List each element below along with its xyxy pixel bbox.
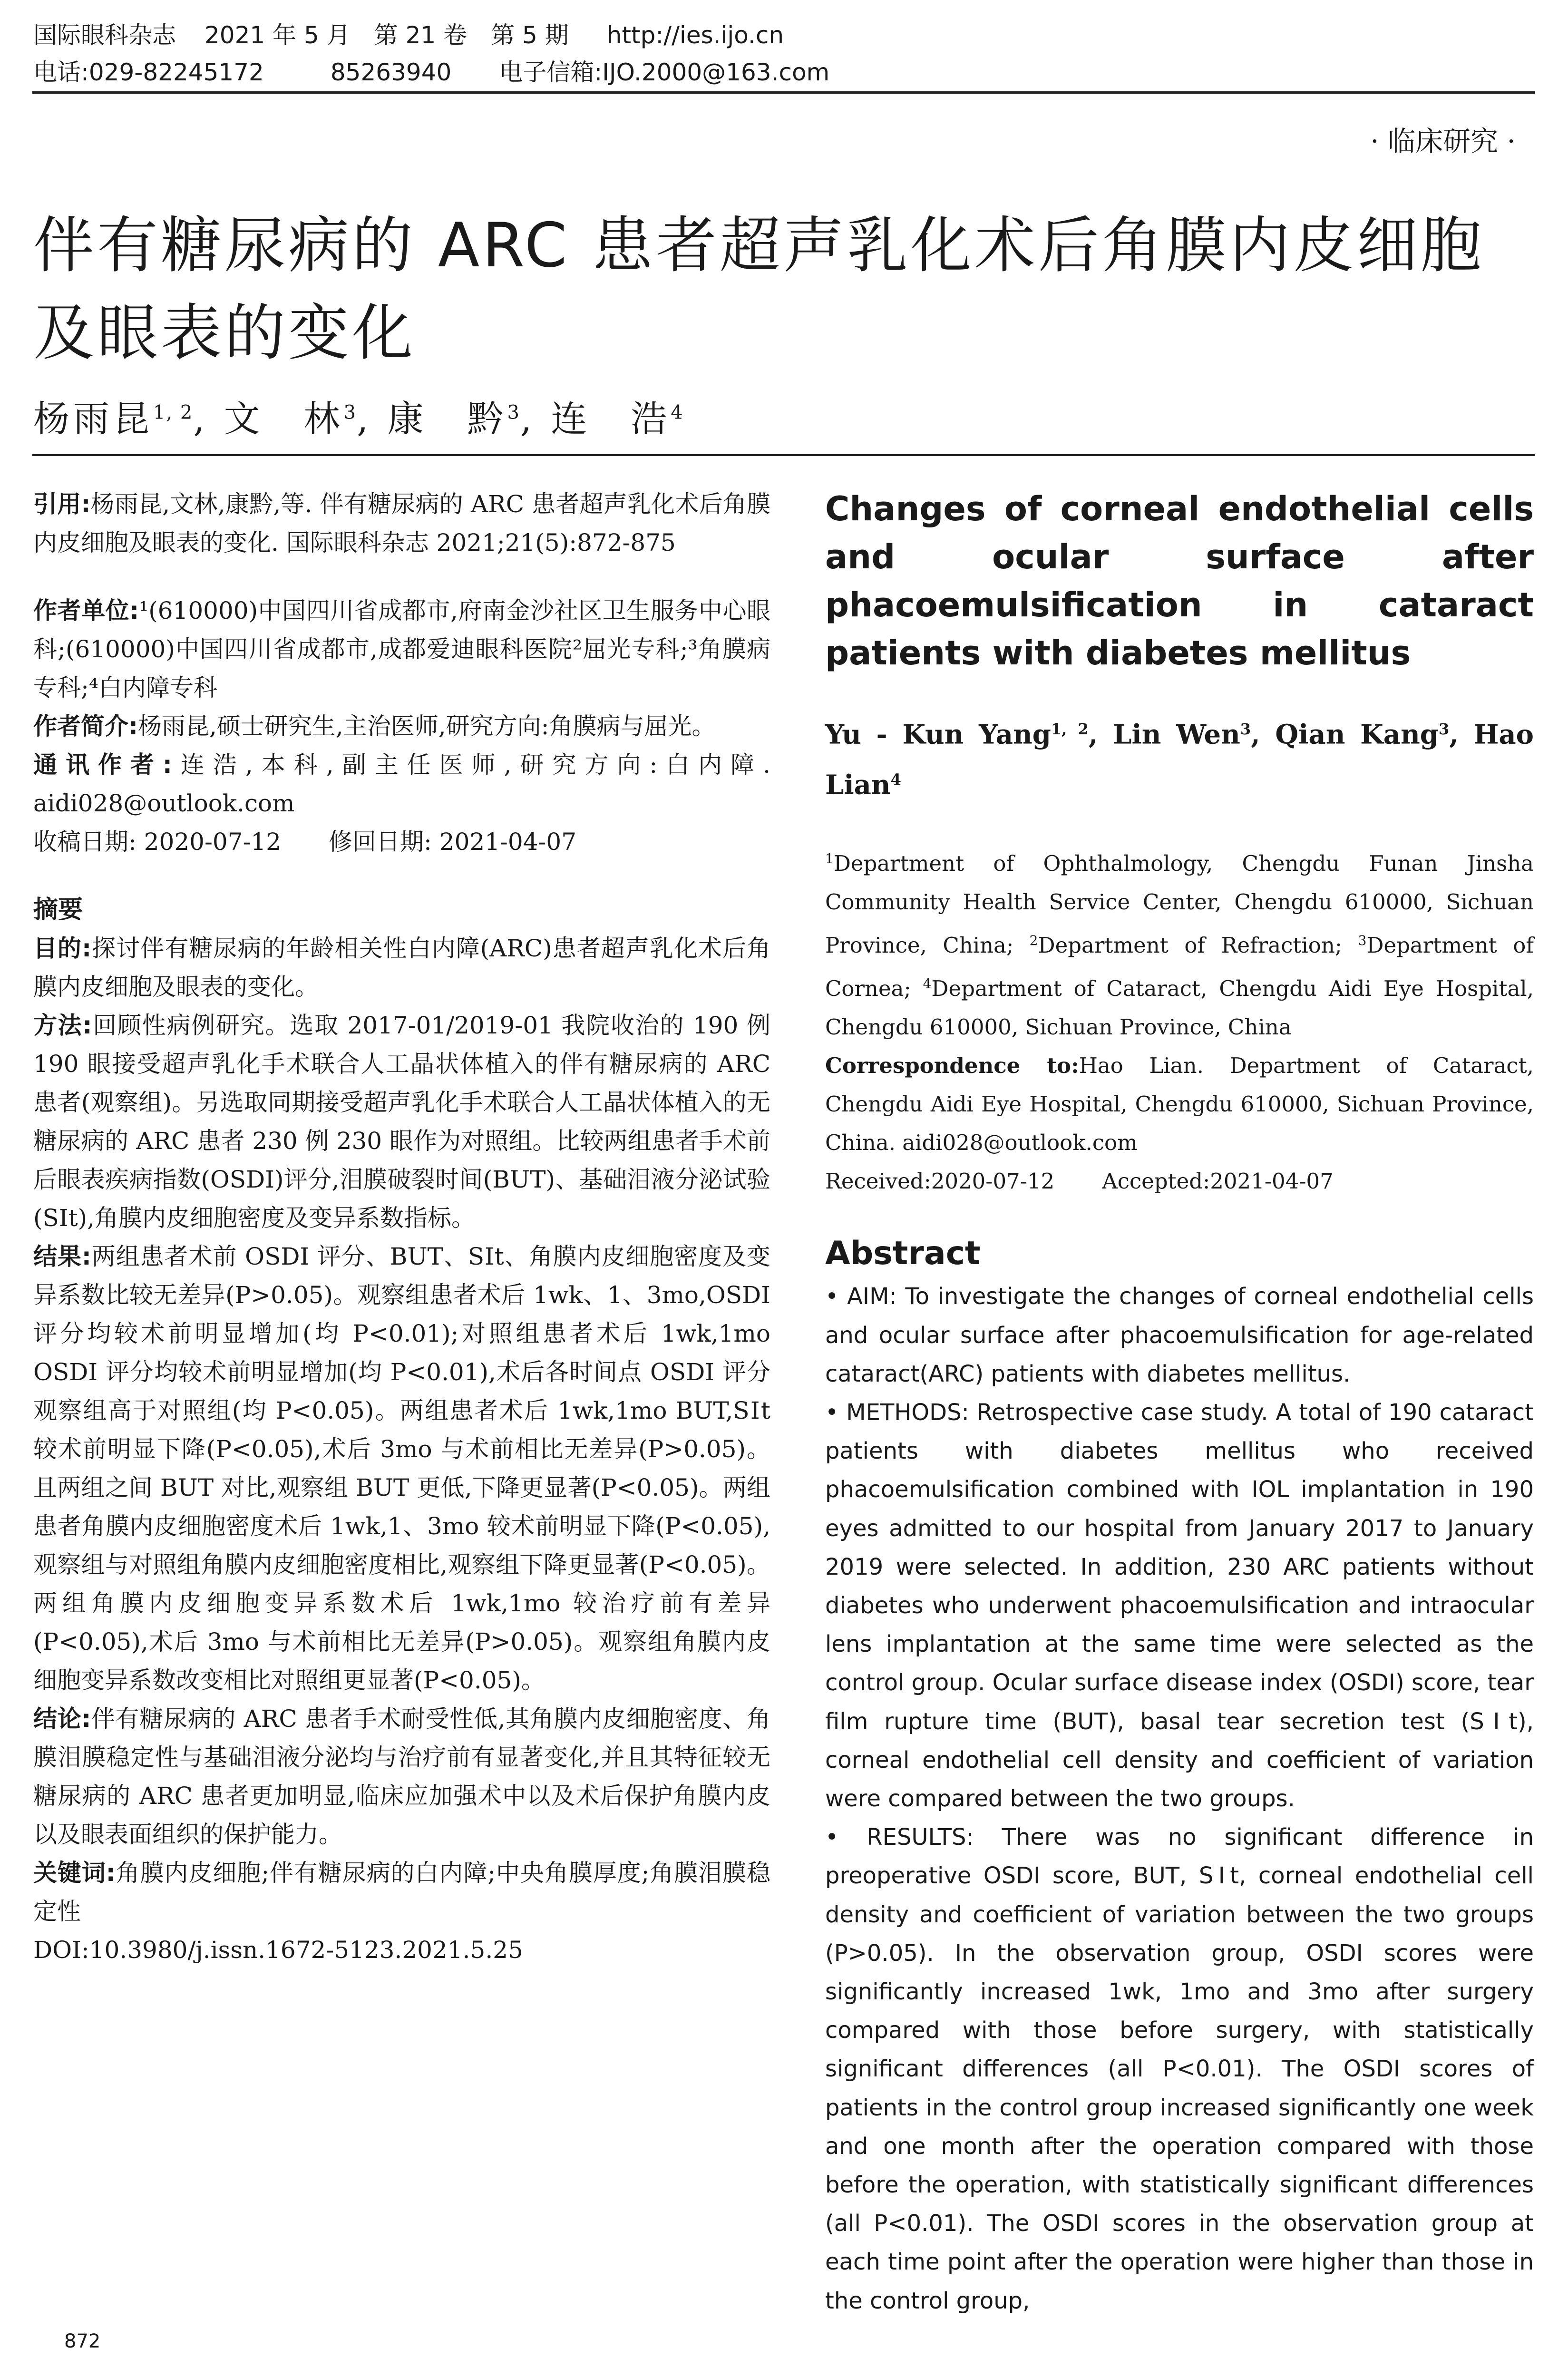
phone-number-1: 029-82245172 [88,58,264,86]
affiliation-3: Department of Cornea; [825,933,1534,1002]
page-number: 872 [64,2330,101,2352]
conclusion-label: 结论: [33,1705,91,1733]
results-label: 结果: [33,1243,91,1270]
results-text: 两组患者术前 OSDI 评分、BUT、SⅠt、角膜内皮细胞密度及变异系数比较无差异(P>0.05)。观察组患者术后 1wk、1、3mo,OSDI 评分均较术前明显增加(均 P<0.01);对照组患者术后 1wk,1mo OSDI 评分均较术前明显增加(均 P<0.01),术后各时间点 OSDI 评分观察组高于对照组(均 P<0.05)。两组患者术后 1wk,1mo BUT,SⅠt 较术前明显下降(P<0.05),术后 3mo 与术前相比无差异(P>0.05)。且两组之间 BUT 对比,观察组 BUT 更低,下降更显著(P<0.05)。两组患者角膜内皮细胞密度术后 1wk,1、3mo 较术前明显下降(P<0.05),观察组与对照组角膜内皮细胞密度相比,观察组下降更显著(P<0.05)。两组角膜内皮细胞变异系数术后 1wk,1mo 较治疗前有差异(P<0.05),术后 3mo 与术前相比无差异(P>0.05)。观察组角膜内皮细胞变异系数改变相比对照组更显著(P<0.05)。 [33,1243,770,1694]
author-affil-sup: 4 [671,401,684,424]
abstract-heading-cn: 摘要 [33,896,83,924]
author-affil-sup: 3 [1438,720,1450,738]
issue-info: 2021 年 5 月 第 21 卷 第 5 期 [205,21,569,49]
methods-label-en: • METHODS: [825,1399,969,1426]
journal-header-line2 [33,57,829,88]
right-column [825,485,1534,2320]
affiliation-4: Department of Cataract, Chengdu Aidi Eye Hospital, Chengdu 610000, Sichuan Province, China [825,976,1534,1040]
bio-label: 作者简介: [33,712,138,740]
dates-en [825,1162,1534,1200]
conclusion-text: 伴有糖尿病的 ARC 患者手术耐受性低,其角膜内皮细胞密度、角膜泪膜稳定性与基础泪液分泌均与治疗前有显著变化,并且其特征较无糖尿病的 ARC 患者更加明显,临床应加强术中以及术后保护角膜内皮以及眼表面组织的保护能力。 [33,1705,770,1848]
methods-label: 方法: [33,1012,92,1039]
abstract-methods-en [825,1393,1534,1818]
corr-text: 连浩,本科,副主任医师,研究方向:白内障. aidi028@outlook.com [33,751,771,817]
citation-text: 杨雨昆,文林,康黔,等. 伴有糖尿病的 ARC 患者超声乳化术后角膜内皮细胞及眼表的变化. 国际眼科杂志 2021;21(5):872-875 [33,490,771,556]
abstract-aim-en [825,1277,1534,1393]
received-date: Received:2020-07-12 [825,1169,1055,1194]
corr-label: 通讯作者: [33,751,172,779]
aim-label-en: • AIM: [825,1283,897,1310]
author-name: 连 浩 [551,398,671,440]
author-name: 康 黔 [387,398,507,440]
abstract-conclusion-cn [33,1700,770,1854]
aim-text: 探讨伴有糖尿病的年龄相关性白内障(ARC)患者超声乳化术后角膜内皮细胞及眼表的变化。 [33,935,771,1001]
author-affil-sup: 3 [1240,720,1251,738]
author-name-en: Yu - Kun Yang [825,719,1051,750]
article-title-cn: 伴有糖尿病的 ARC 患者超声乳化术后角膜内皮细胞及眼表的变化 [33,210,1484,369]
header-rule [32,91,1535,94]
keywords-text: 角膜内皮细胞;伴有糖尿病的白内障;中央角膜厚度;角膜泪膜稳定性 [33,1859,770,1925]
journal-name: 国际眼科杂志 [33,21,176,49]
journal-header-line1 [33,20,784,50]
dates-cn: 收稿日期: 2020-07-12 修回日期: 2021-04-07 [33,828,577,856]
author-affil-sup: 4 [890,770,901,789]
aim-text-en: To investigate the changes of corneal endothelial cells and ocular surface after phacoemulsification for age-related cataract(ARC) patients with diabetes mellitus. [825,1283,1534,1387]
affiliations-en: $^1$Department of Ophthalmology, Chengdu Funan Jinsha Community Health Service Center, Chengdu 610000, Sichuan Province, China; $^2$Department of Refraction; $^3$Department of Cornea; $^4$Department of Cataract, Chengdu Aidi Eye Hospital, Chengdu 610000, Sichuan Province, China [825,851,1534,1040]
abstract-results-cn [33,1237,770,1700]
journal-url[interactable]: http://ies.ijo.cn [606,21,784,49]
citation [33,485,770,562]
affiliation-label: 作者单位: [33,597,139,624]
methods-text-en: Retrospective case study. A total of 190 cataract patients with diabetes mellitus who received phacoemulsification combined with IOL implantation in 190 eyes admitted to our hospital from January 2017 to January 2019 were selected. In addition, 230 ARC patients without diabetes who underwent phacoemulsification and intraocular lens implantation at the same time were selected as the control group. Ocular surface disease index (OSDI) score, tear film rupture time (BUT), basal tear secretion test (SⅠt), corneal endothelial cell density and coefficient of variation were compared between the two groups. [825,1399,1534,1812]
affiliation-2: Department of Refraction; [1038,933,1343,958]
email-label: 电子信箱: [499,58,603,86]
author-affil-sup: 1, 2 [1051,720,1089,738]
author-bio [33,707,770,746]
journal-email[interactable]: IJO.2000@163.com [602,58,830,86]
keywords-cn [33,1854,770,1931]
methods-text: 回顾性病例研究。选取 2017-01/2019-01 我院收治的 190 例 190 眼接受超声乳化手术联合人工晶状体植入的伴有糖尿病的 ARC 患者(观察组)。另选取同期接受超声乳化手术联合人工晶状体植入的无糖尿病的 ARC 患者 230 例 230 眼作为对照组。比较两组患者手术前后眼表疾病指数(OSDI)评分,泪膜破裂时间(BUT)、基础泪液分泌试验(SⅠt),角膜内皮细胞密度及变异系数指标。 [33,1012,770,1232]
phone-label: 电话: [33,58,89,86]
bio-text: 杨雨昆,硕士研究生,主治医师,研究方向:角膜病与屈光。 [138,712,716,740]
accepted-date: Accepted:2021-04-07 [1102,1169,1334,1194]
results-label-en: • RESULTS: [825,1824,974,1851]
correspondence-en [825,1046,1534,1162]
author-name-en: Qian Kang [1275,719,1439,750]
abstract-results-en [825,1818,1534,2320]
affiliation-text: ¹(610000)中国四川省成都市,府南金沙社区卫生服务中心眼科;(610000)中国四川省成都市,成都爱迪眼科医院²屈光专科;³角膜病专科;⁴白内障专科 [33,597,770,701]
authors-cn: 杨雨昆$^{1, 2}$, 文 林$^3$, 康 黔$^3$, 连 浩$^4$ [33,398,684,440]
section-tag: · 临床研究 · [1370,125,1516,157]
corresponding-author [33,746,770,823]
phone-number-2: 85263940 [330,58,452,86]
author-name-en: Hao Lian [825,719,1534,801]
results-text-en: There was no significant difference in preoperative OSDI score, BUT, SⅠt, corneal endothelial cell density and coefficient of variation between the two groups (P>0.05). In the observation group, OSDI scores were significantly increased 1wk, 1mo and 3mo after surgery compared with those before surgery, with statistically significant differences (all P<0.01). The OSDI scores of patients in the control group increased significantly one week and one month after the operation compared with those before the operation, with statistically significant differences (all P<0.01). The OSDI scores in the observation group at each time point after the operation were higher than those in the control group, [825,1824,1534,2314]
author-affiliation [33,592,770,707]
authors-en: Yu - Kun Yang$^{1, 2}$, Lin Wen$^3$, Qian Kang$^3$, Hao Lian$^4$ [825,719,1534,801]
aim-label: 目的: [33,935,92,962]
author-affil-sup: 3 [343,401,357,424]
abstract-heading-en: Abstract [825,1235,981,1273]
affiliation-1: Department of Ophthalmology, Chengdu Funan Jinsha Community Health Service Center, Chengdu 610000, Sichuan Province, China; [825,851,1534,958]
authors-rule [32,454,1535,456]
abstract-aim-cn [33,929,770,1006]
doi[interactable]: DOI:10.3980/j.issn.1672-5123.2021.5.25 [33,1936,523,1964]
keywords-label: 关键词: [33,1859,116,1887]
article-title-en: Changes of corneal endothelial cells and ocular surface after phacoemulsification in cataract patients with diabetes mellitus [825,489,1534,672]
author-name-en: Lin Wen [1113,719,1240,750]
abstract-methods-cn [33,1006,770,1237]
author-affil-sup: 1, 2 [153,401,194,424]
author-name: 文 林 [224,398,344,440]
author-name: 杨雨昆 [33,398,153,440]
left-column [33,485,770,1969]
citation-label: 引用: [33,490,91,518]
author-affil-sup: 3 [507,401,520,424]
correspondence-label: Correspondence to: [825,1053,1079,1079]
correspondence-text: Hao Lian. Department of Cataract, Chengdu Aidi Eye Hospital, Chengdu 610000, Sichuan Province, China. aidi028@outlook.com [825,1053,1534,1156]
